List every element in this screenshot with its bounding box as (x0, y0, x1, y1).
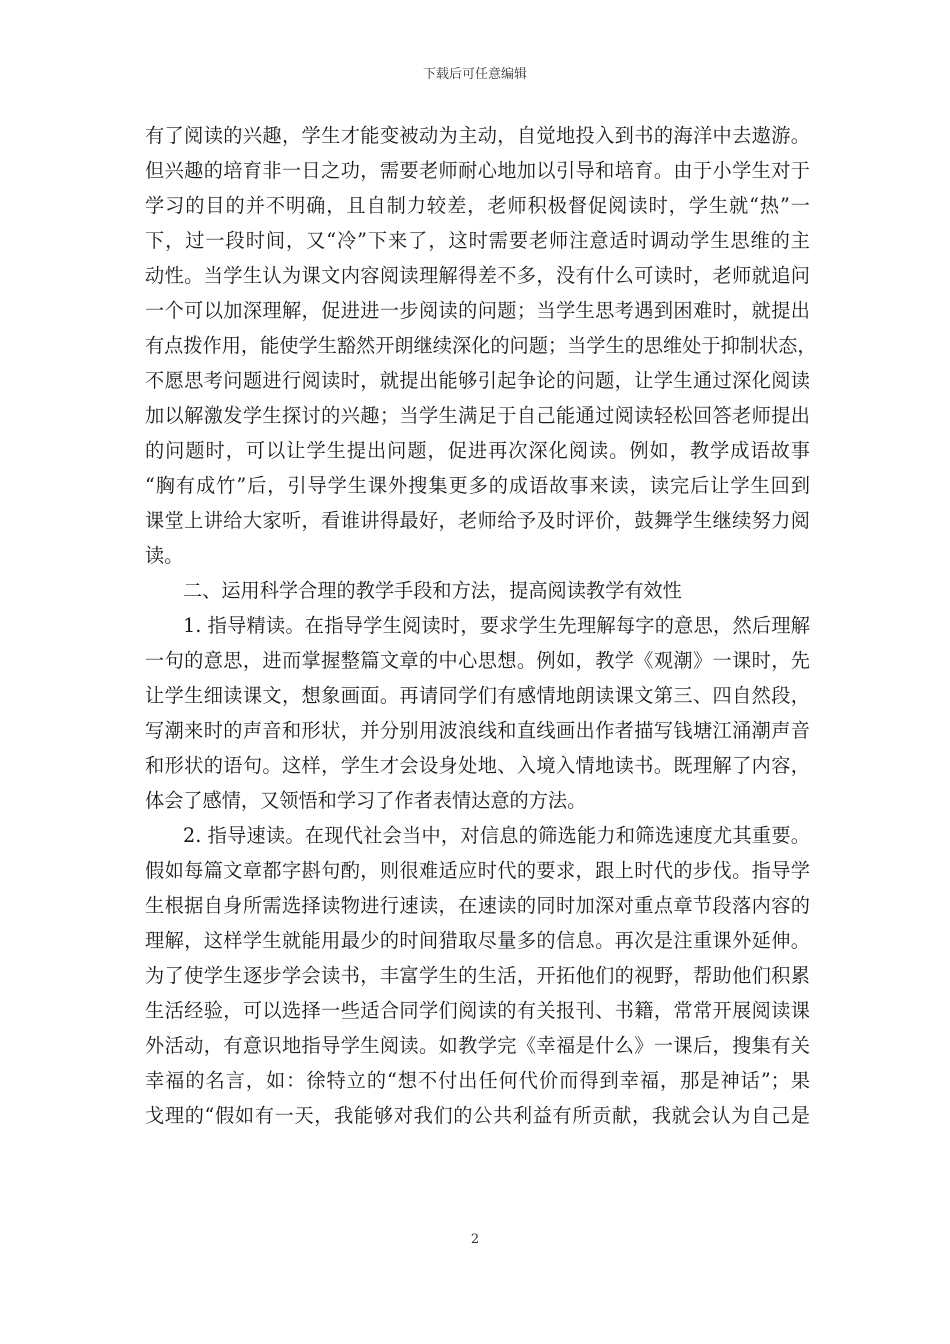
text-line: 外活动，有意识地指导学生阅读。如教学完《幸福是什么》一课后，搜集有关 (145, 1034, 810, 1057)
text-line: 课堂上讲给大家听，看谁讲得最好，老师给予及时评价，鼓舞学生继续努力阅 (145, 509, 810, 532)
text-line: 体会了感情，又领悟和学习了作者表情达意的方法。 (145, 789, 587, 812)
text-line: 动性。当学生认为课文内容阅读理解得差不多，没有什么可读时，老师就追问 (145, 264, 810, 287)
text-line: 让学生细读课文，想象画面。再请同学们有感情地朗读课文第三、四自然段， (145, 684, 810, 707)
paragraph (145, 818, 810, 1133)
text-line: 2. 指导速读。在现代社会当中，对信息的筛选能力和筛选速度尤其重要。 (183, 824, 810, 847)
text-line: 下，过一段时间，又“冷”下来了，这时需要老师注意适时调动学生思维的主 (145, 229, 810, 252)
section-heading (145, 573, 810, 608)
text-line: 加以解激发学生探讨的兴趣；当学生满足于自己能通过阅读轻松回答老师提出 (145, 404, 810, 427)
text-line: 理解，这样学生就能用最少的时间猎取尽量多的信息。再次是注重课外延伸。 (145, 929, 810, 952)
text-line: 但兴趣的培育非一日之功，需要老师耐心地加以引导和培育。由于小学生对于 (145, 159, 810, 182)
text-line: 生活经验，可以选择一些适合同学们阅读的有关报刊、书籍，常常开展阅读课 (145, 999, 810, 1022)
text-line: 的问题时，可以让学生提出问题，促进再次深化阅读。例如，教学成语故事 (145, 439, 810, 462)
text-line: 一句的意思，进而掌握整篇文章的中心思想。例如，教学《观潮》一课时，先 (145, 649, 810, 672)
text-line: 写潮来时的声音和形状，并分别用波浪线和直线画出作者描写钱塘江涌潮声音 (145, 719, 810, 742)
text-line: 和形状的语句。这样，学生才会设身处地、入境入情地读书。既理解了内容， (145, 754, 810, 777)
text-line: 二、运用科学合理的教学手段和方法，提高阅读教学有效性 (183, 579, 682, 602)
text-line: 为了使学生逐步学会读书，丰富学生的生活，开拓他们的视野，帮助他们积累 (145, 964, 810, 987)
text-line: 幸福的名言，如：徐特立的“想不付出任何代价而得到幸福，那是神话”；果 (145, 1069, 810, 1092)
text-line: “胸有成竹”后，引导学生课外搜集更多的成语故事来读，读完后让学生回到 (145, 474, 810, 497)
text-line: 一个可以加深理解，促进进一步阅读的问题；当学生思考遇到困难时，就提出 (145, 299, 810, 322)
text-line: 不愿思考问题进行阅读时，就提出能够引起争论的问题，让学生通过深化阅读 (145, 369, 810, 392)
text-line: 1. 指导精读。在指导学生阅读时，要求学生先理解每字的意思，然后理解 (183, 614, 810, 637)
text-line: 生根据自身所需选择读物进行速读，在速读的同时加深对重点章节段落内容的 (145, 894, 810, 917)
text-line: 学习的目的并不明确，且自制力较差，老师积极督促阅读时，学生就“热”一 (145, 194, 810, 217)
text-line: 假如每篇文章都字斟句酌，则很难适应时代的要求，跟上时代的步伐。指导学 (145, 859, 810, 882)
paragraph (145, 118, 817, 573)
document-body (145, 118, 817, 1133)
text-line: 戈理的“假如有一天，我能够对我们的公共利益有所贡献，我就会认为自己是 (145, 1104, 810, 1127)
text-line: 有了阅读的兴趣，学生才能变被动为主动，自觉地投入到书的海洋中去遨游。 (145, 124, 810, 147)
paragraph (145, 608, 810, 818)
page-number: 2 (470, 1232, 480, 1247)
text-line: 有点拨作用，能使学生豁然开朗继续深化的问题；当学生的思维处于抑制状态， (145, 334, 817, 357)
text-line: 读。 (145, 544, 184, 567)
page-header: 下载后可任意编辑 (422, 67, 527, 82)
